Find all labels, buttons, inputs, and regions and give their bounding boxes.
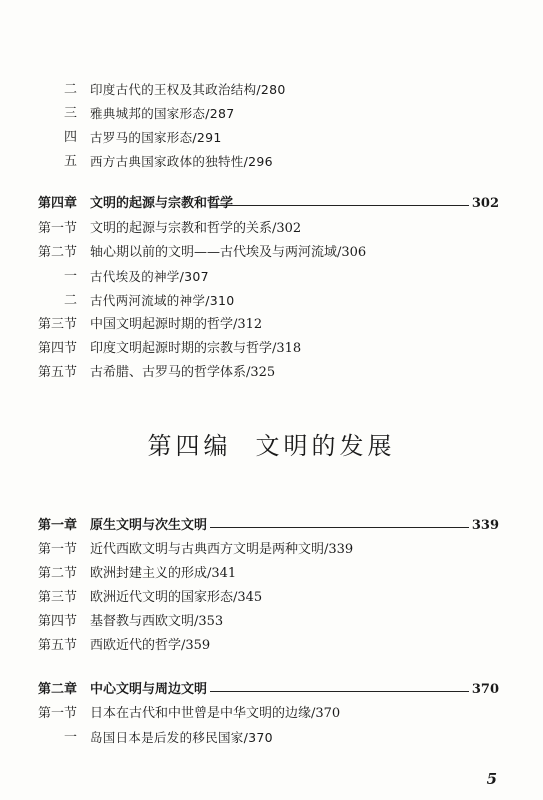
entry-label: 第二节 — [38, 566, 78, 581]
entry-label: 三 — [64, 106, 78, 121]
chapter-title: 文明的起源与宗教和哲学 — [90, 196, 234, 211]
entry-label: 第四节 — [38, 614, 78, 629]
entry-text: 欧洲封建主义的形成/341 — [90, 566, 237, 581]
toc-entry — [0, 243, 543, 263]
entry-text: 西方古典国家政体的独特性/296 — [90, 154, 273, 169]
entry-text: 轴心期以前的文明——古代埃及与两河流域/306 — [90, 245, 367, 260]
leader-rule — [210, 691, 469, 692]
entry-text: 中国文明起源时期的哲学/312 — [90, 317, 263, 332]
toc-entry — [0, 728, 543, 748]
entry-label: 第四节 — [38, 341, 78, 356]
chapter-label: 第四章 — [38, 196, 78, 211]
part-label: 第四编 — [147, 432, 232, 460]
toc-entry — [0, 315, 543, 335]
entry-label: 第三节 — [38, 317, 78, 332]
entry-text: 文明的起源与宗教和哲学的关系/302 — [90, 221, 302, 236]
toc-entry — [0, 612, 543, 632]
chapter-title: 中心文明与周边文明 — [90, 682, 208, 697]
toc-entry — [0, 80, 543, 100]
toc-entry — [0, 291, 543, 311]
entry-label: 第一节 — [38, 542, 78, 557]
entry-label: 二 — [64, 82, 78, 97]
entry-label: 第三节 — [38, 590, 78, 605]
entry-label: 第五节 — [38, 365, 78, 380]
chapter-page: 302 — [471, 196, 499, 211]
toc-entry — [0, 128, 543, 148]
entry-label: 第一节 — [38, 221, 78, 236]
part-heading — [0, 426, 543, 461]
entry-text: 印度古代的王权及其政治结构/280 — [90, 82, 286, 97]
chapter-heading — [0, 194, 543, 214]
chapter-label: 第二章 — [38, 682, 78, 697]
chapter-label: 第一章 — [38, 518, 78, 533]
chapter-page: 370 — [471, 682, 499, 697]
entry-label: 第一节 — [38, 706, 78, 721]
entry-text: 古代埃及的神学/307 — [90, 269, 209, 284]
toc-entry — [0, 219, 543, 239]
chapter-heading — [0, 680, 543, 700]
entry-label: 四 — [64, 130, 78, 145]
toc-entry — [0, 636, 543, 656]
chapter-title: 原生文明与次生文明 — [90, 518, 208, 533]
page-number: 5 — [486, 770, 497, 788]
toc-entry — [0, 339, 543, 359]
entry-text: 雅典城邦的国家形态/287 — [90, 106, 235, 121]
entry-text: 西欧近代的哲学/359 — [90, 638, 211, 653]
chapter-page: 339 — [471, 518, 499, 533]
toc-entry — [0, 704, 543, 724]
toc-entry — [0, 540, 543, 560]
leader-rule — [210, 205, 469, 206]
entry-text: 日本在古代和中世曾是中华文明的边缘/370 — [90, 706, 341, 721]
entry-text: 岛国日本是后发的移民国家/370 — [90, 730, 273, 745]
toc-entry — [0, 363, 543, 383]
entry-text: 古罗马的国家形态/291 — [90, 130, 222, 145]
entry-text: 近代西欧文明与古典西方文明是两种文明/339 — [90, 542, 354, 557]
entry-text: 古希腊、古罗马的哲学体系/325 — [90, 365, 276, 380]
toc-entry — [0, 267, 543, 287]
entry-text: 基督教与西欧文明/353 — [90, 614, 224, 629]
part-title-text: 文明的发展 — [255, 432, 396, 460]
chapter-heading — [0, 516, 543, 536]
entry-label: 第二节 — [38, 245, 78, 260]
entry-text: 欧洲近代文明的国家形态/345 — [90, 590, 263, 605]
toc-entry — [0, 564, 543, 584]
toc-entry — [0, 588, 543, 608]
entry-text: 古代两河流域的神学/310 — [90, 293, 235, 308]
toc-entry — [0, 152, 543, 172]
toc-entry — [0, 104, 543, 124]
entry-label: 第五节 — [38, 638, 78, 653]
leader-rule — [210, 527, 469, 528]
entry-label: 二 — [64, 293, 78, 308]
entry-text: 印度文明起源时期的宗教与哲学/318 — [90, 341, 302, 356]
entry-label: 五 — [64, 154, 78, 169]
entry-label: 一 — [64, 269, 78, 284]
entry-label: 一 — [64, 730, 78, 745]
